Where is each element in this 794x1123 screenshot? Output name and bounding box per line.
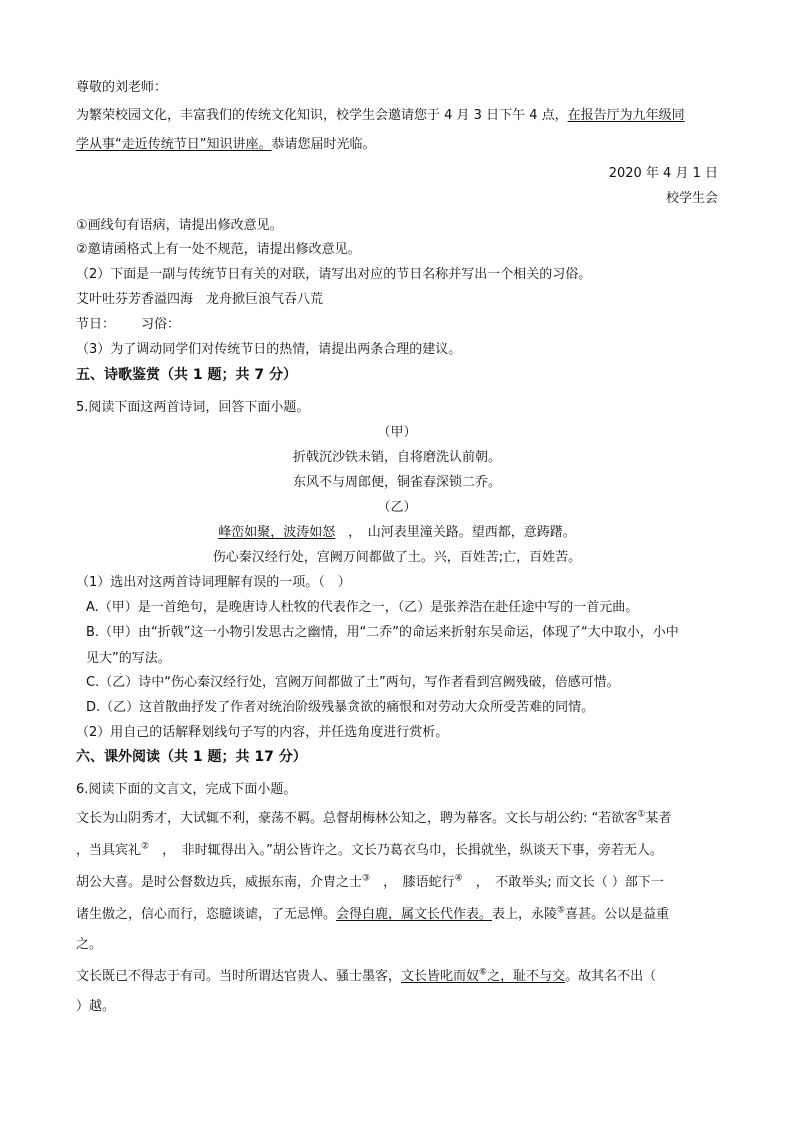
section6-heading: 六、课外阅读（共 1 题；共 17 分） — [76, 749, 307, 765]
passage-text: 文长为山阴秀才，大试辄不利，豪荡不羁。总督胡梅林公知之，聘为幕客。文长与胡公约: “若欲客 — [76, 811, 638, 826]
letter-date: 2020 年 4 月 1 日 — [608, 166, 718, 181]
q5-part2: （2）用自己的话解释划线句子写的内容，并任选角度进行赏析。 — [76, 725, 449, 740]
passage-text: 喜甚。公以是益重 — [565, 907, 670, 922]
passage-line-7: ）越。 — [76, 999, 116, 1014]
underlined-text: 之，耻不与交 — [487, 969, 566, 984]
custom-label: 习俗： — [141, 317, 181, 332]
passage-line-4 — [76, 906, 718, 924]
underlined-sentence — [401, 969, 565, 984]
option-a: A.（甲）是一首绝句，是晚唐诗人杜牧的代表作之一，（乙）是张养浩在赴任途中写的一首元曲。 — [86, 600, 639, 615]
footnote-mark: ③ — [362, 873, 371, 884]
passage-text: 文长既已不得志于有司。当时所谓达官贵人、骚士墨客， — [76, 969, 402, 984]
passage-line-3 — [76, 874, 718, 892]
salutation: 尊敬的刘老师： — [76, 80, 168, 95]
passage-text: ， 非时辄得出入。”胡公皆许之。文长乃葛衣乌巾，长揖就坐，纵谈天下事，旁若无人。 — [149, 843, 663, 858]
festival-label: 节日： — [76, 317, 116, 332]
option-d: D.（乙）这首散曲抒发了作者对统治阶级残暴贪欲的痛恨和对劳动大众所受苦难的同情。 — [86, 700, 595, 715]
passage-text: ， 膝语蛇行 — [370, 875, 455, 890]
underlined-text: 文长皆叱而奴 — [401, 969, 480, 984]
poem-yi-line-1-rest: ， 山河表里潼关路。望西都，意踌躇。 — [335, 525, 576, 540]
passage-text: 胡公大喜。是时公督数边兵，威振东南，介胄之士 — [76, 875, 363, 890]
option-c: C.（乙）诗中“伤心秦汉经行处，宫阙万间都做了土”两句，写作者看到宫阙残破，倍感可惜。 — [86, 675, 620, 690]
passage-text: 表上，永陵 — [492, 907, 558, 922]
q4-part2: （2）下面是一副与传统节日有关的对联，请写出对应的节日名称并写出一个相关的习俗。 — [76, 267, 592, 282]
passage-line-1 — [76, 810, 718, 828]
section6-intro: 6.阅读下面的文言文，完成下面小题。 — [76, 782, 297, 797]
passage-text: 诸生傲之，信心而行，恣臆谈谑，了无忌惮。 — [76, 907, 337, 922]
poem-underlined-phrase: 峰峦如聚，波涛如怒 — [218, 525, 336, 540]
passage-line-2 — [76, 842, 718, 860]
section5-intro: 5.阅读下面这两首诗词，回答下面小题。 — [76, 400, 310, 415]
underlined-sentence-part-2: 学从事“走近传统节日”知识讲座。 — [76, 137, 272, 152]
festival-custom-line — [76, 316, 718, 334]
letter-closing: 恭请您届时光临。 — [271, 137, 376, 152]
poem-jia-title: （甲） — [377, 425, 417, 440]
q4-part3: （3）为了调动同学们对传统节日的热情，请提出两条合理的建议。 — [76, 342, 462, 357]
q4-sub1: ①画线句有语病，请提出修改意见。 — [76, 218, 283, 233]
letter-body-line-1 — [76, 107, 718, 125]
couplet: 艾叶吐芬芳香溢四海 龙舟掀巨浪气吞八荒 — [76, 292, 324, 307]
q4-sub2: ②邀请函格式上有一处不规范，请提出修改意见。 — [76, 242, 361, 257]
passage-text: ， 不敢举头; 而文长（ ）部下一 — [462, 875, 664, 890]
footnote-mark: ② — [141, 841, 150, 852]
passage-text: 某者 — [645, 811, 672, 826]
poem-jia-line-2: 东风不与周郎便，铜雀春深锁二乔。 — [292, 475, 501, 490]
poem-jia-line-1: 折戟沉沙铁未销，自将磨洗认前朝。 — [292, 450, 501, 465]
footnote-mark: ④ — [454, 873, 463, 884]
underlined-sentence-part-1: 在报告厅为九年级同 — [567, 108, 685, 123]
poem-yi-line-2: 伤心秦汉经行处，宫阙万间都做了土。兴，百姓苦;亡，百姓苦。 — [212, 550, 582, 565]
footnote-mark: ⑥ — [479, 967, 488, 978]
passage-line-6 — [76, 968, 718, 986]
letter-body-text: 为繁荣校园文化，丰富我们的传统文化知识，校学生会邀请您于 4 月 3 日下午 4 点， — [76, 108, 568, 123]
footnote-mark: ⑤ — [557, 905, 566, 916]
letter-body-line-2 — [76, 136, 718, 154]
passage-line-5: 之。 — [76, 937, 103, 952]
passage-text: 。故其名不出（ — [565, 969, 657, 984]
passage-text: ，当具宾礼 — [76, 843, 142, 858]
footnote-mark: ① — [637, 809, 646, 820]
poem-yi-line-1 — [76, 524, 718, 542]
letter-signer: 校学生会 — [665, 191, 718, 206]
option-b-line-1: B.（甲）由“折戟”这一小物引发思古之幽情，用“二乔”的命运来折射东吴命运，体现了“大中取小，小中 — [86, 625, 679, 640]
section5-heading: 五、诗歌鉴赏（共 1 题；共 7 分） — [76, 367, 297, 383]
poem-yi-title: （乙） — [377, 500, 417, 515]
underlined-sentence: 会得白鹿，属文长代作表。 — [336, 907, 493, 922]
q5-part1: （1）选出对这两首诗词理解有误的一项。（ ） — [76, 575, 351, 590]
option-b-line-2: 见大”的写法。 — [86, 651, 171, 666]
